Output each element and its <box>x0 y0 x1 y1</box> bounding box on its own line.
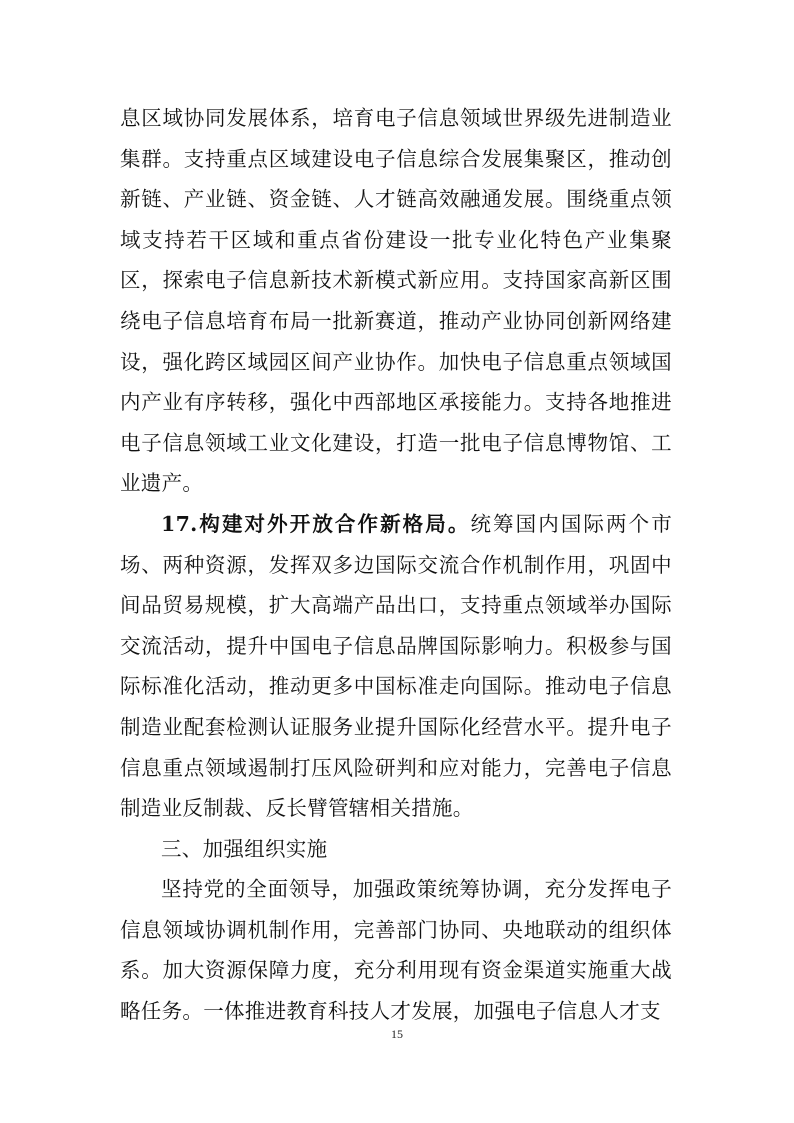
page-number: 15 <box>391 1027 403 1041</box>
item-17-heading: 17.构建对外开放合作新格局。 <box>161 511 471 536</box>
paragraph-item-17 <box>120 504 672 829</box>
page-body <box>120 98 672 1032</box>
paragraph-section-3: 坚持党的全面领导，加强政策统筹协调，充分发挥电子信息领域协调机制作用，完善部门协同、央地联动的组织体系。加大资源保障力度，充分利用现有资金渠道实施重大战略任务。一体推进教育科技人才发展，加强电子信息人才支 <box>120 877 672 1024</box>
section-3-heading: 三、加强组织实施 <box>161 836 328 861</box>
paragraph-continuation: 息区域协同发展体系，培育电子信息领域世界级先进制造业集群。支持重点区域建设电子信息综合发展集聚区，推动创新链、产业链、资金链、人才链高效融通发展。围绕重点领域支持若干区域和重点省份建设一批专业化特色产业集聚区，探索电子信息新技术新模式新应用。支持国家高新区围绕电子信息培育布局一批新赛道，推动产业协同创新网络建设，强化跨区域园区间产业协作。加快电子信息重点领域国内产业有序转移，强化中西部地区承接能力。支持各地推进电子信息领域工业文化建设，打造一批电子信息博物馆、工业遗产。 <box>120 106 672 496</box>
item-17-body: 统筹国内国际两个市场、两种资源，发挥双多边国际交流合作机制作用，巩固中间品贸易规模，扩大高端产品出口，支持重点领域举办国际交流活动，提升中国电子信息品牌国际影响力。积极参与国际标准化活动，推动更多中国标准走向国际。推动电子信息制造业配套检测认证服务业提升国际化经营水平。提升电子信息重点领域遏制打压风险研判和应对能力，完善电子信息制造业反制裁、反长臂管辖相关措施。 <box>120 511 673 821</box>
